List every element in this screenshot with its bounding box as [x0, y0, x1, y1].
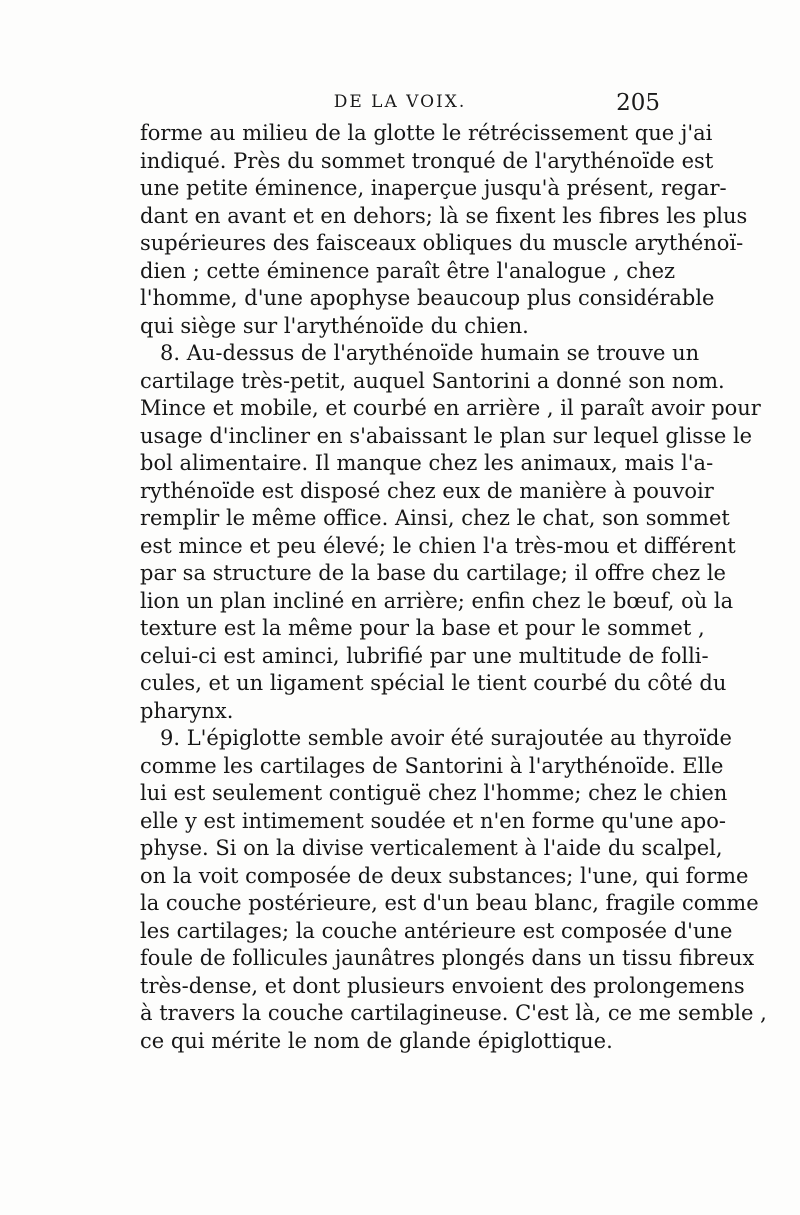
text-line: par sa structure de la base du cartilage; il offre chez le [140, 561, 726, 585]
text-line: très-dense, et dont plusieurs envoient des prolongemens [140, 973, 745, 998]
text-line: la couche postérieure, est d'un beau blanc, fragile comme [140, 891, 759, 915]
text-line: elle y est intimement soudée et n'en forme qu'une apo- [140, 808, 726, 833]
text-line: comme les cartilages de Santorini à l'arythénoïde. Elle [140, 753, 724, 778]
text-line: une petite éminence, inaperçue jusqu'à présent, regar- [140, 176, 727, 200]
text-line: lui est seulement contiguë chez l'homme; chez le chien [140, 781, 728, 805]
text-line: cules, et un ligament spécial le tient courbé du côté du [140, 671, 727, 695]
running-head: DE LA VOIX. [333, 92, 467, 112]
text-line: est mince et peu élevé; le chien l'a très-mou et différent [140, 533, 736, 558]
text-line: foule de follicules jaunâtres plongés dans un tissu fibreux [140, 946, 755, 970]
text-line: les cartilages; la couche antérieure est composée d'une [140, 918, 733, 943]
text-line: l'homme, d'une apophyse beaucoup plus considérable [140, 286, 715, 310]
text-line: dien ; cette éminence paraît être l'analogue , chez [140, 258, 676, 283]
text-line: dant en avant et en dehors; là se fixent les fibres les plus [140, 203, 748, 228]
page-number: 205 [616, 90, 660, 116]
text-line: qui siège sur l'arythénoïde du chien. [140, 313, 529, 338]
text-line: cartilage très-petit, auquel Santorini a donné son nom. [140, 368, 725, 393]
body-text [140, 120, 767, 1055]
text-line: bol alimentaire. Il manque chez les animaux, mais l'a- [140, 451, 714, 475]
text-line: Mince et mobile, et courbé en arrière , il paraît avoir pour [140, 396, 761, 420]
text-line: lion un plan incliné en arrière; enfin chez le bœuf, où la [140, 588, 734, 613]
text-line: on la voit composée de deux substances; l'une, qui forme [140, 863, 749, 888]
text-line: usage d'incliner en s'abaissant le plan sur lequel glisse le [140, 423, 753, 448]
page-header [140, 92, 660, 120]
text-line: pharynx. [140, 698, 234, 723]
text-line: celui-ci est aminci, lubrifié par une multitude de folli- [140, 643, 709, 668]
text-line: forme au milieu de la glotte le rétrécissement que j'ai [140, 121, 713, 145]
text-line: à travers la couche cartilagineuse. C'est là, ce me semble , [140, 1001, 767, 1025]
text-line: supérieures des faisceaux obliques du muscle arythénoï- [140, 231, 744, 255]
text-line: ce qui mérite le nom de glande épiglottique. [140, 1028, 613, 1053]
text-line: rythénoïde est disposé chez eux de manière à pouvoir [140, 478, 714, 503]
text-line: remplir le même office. Ainsi, chez le chat, son sommet [140, 506, 730, 530]
text-line: physe. Si on la divise verticalement à l'aide du scalpel, [140, 836, 723, 860]
text-line: texture est la même pour la base et pour le sommet , [140, 616, 705, 640]
paragraph-9-start: 9. L'épiglotte semble avoir été surajoutée au thyroïde [160, 726, 732, 750]
paragraph-8-start: 8. Au-dessus de l'arythénoïde humain se trouve un [160, 341, 700, 365]
text-line: indiqué. Près du sommet tronqué de l'arythénoïde est [140, 148, 714, 173]
